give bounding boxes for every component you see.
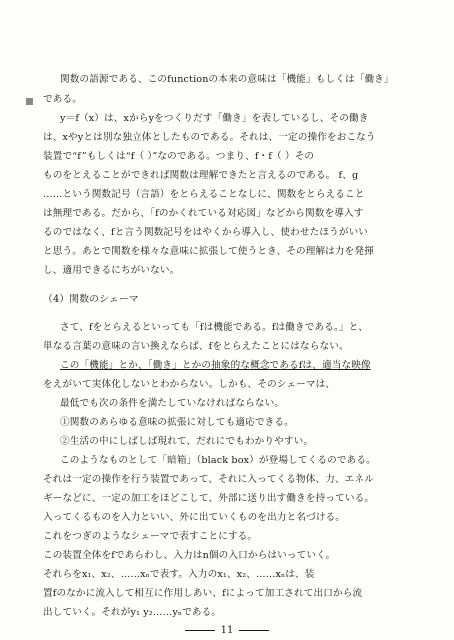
text-line: と思う。あとで関数を様々な意味に拡張して使うとき、その理解は力を発揮	[43, 246, 374, 257]
text-line: y＝f（x）は、xからyをつくりだす「働き」を表しているし、その働き	[60, 113, 369, 124]
text-line: 関数の語源である、このfunctionの本来の意味は「機能」もしくは「働き」	[60, 74, 394, 85]
text-line: ものをとえることができれば関数は理解できたと言えるのである。 f、g	[43, 170, 359, 181]
text-line: さて、fをとらえるといっても「fは機能である。fは働きである。」と、	[60, 322, 369, 333]
text-line: は無理である。だから、「fのかくれている対応図」などから関数を導入す	[43, 208, 364, 219]
section-heading: （4）関数のシェーマ	[43, 294, 139, 305]
text-line: し、適用できるにちがいない。	[43, 265, 180, 276]
dash-right	[239, 630, 269, 631]
text-line-underlined: この「機能」とか、「働き」とかの抽象的な概念であるfは、適当な映像	[60, 360, 371, 371]
text-line: るのではなく、fと言う関数記号をはやくから導入し、使わせたほうがいい	[43, 227, 369, 238]
text-line: である。	[43, 94, 82, 105]
text-line: 装置で“f”もしくは“f（ ）”なのである。つまり、f・f（ ）その	[43, 151, 315, 162]
page-number-text: 11	[220, 625, 234, 636]
text-line: この装置全体をfであらわし、入力はn個の入口からはいっていく。	[43, 550, 336, 561]
text-line: 単なる言葉の意味の言い換えならば、fをとらえたことにはならない。	[43, 341, 349, 352]
text-line: ……という関数記号（言語）をとらえることなしに、関数をとらえること	[43, 189, 365, 200]
text-line: をえがいて実体化しないとわからない。しかも、そのシェーマは、	[43, 379, 336, 390]
text-line: それは一定の操作を行う装置であって、それに入ってくる物体、力、エネル	[43, 474, 374, 485]
text-line: 最低でも次の条件を満たしていなければならない。	[60, 398, 285, 409]
text-line: このようなものとして「暗箱」（black box）が登場してくるのである。	[60, 455, 376, 466]
text-line: 出していく。それがy₁ y₂……yₙである。	[43, 607, 222, 618]
text-line: これをつぎのようなシェーマで表すことにする。	[43, 531, 258, 542]
text-line: 入ってくるものを入力といい、外に出ていくものを出力と名づける。	[43, 512, 346, 523]
condition-item-2: ②生活の中にしばしば現れて、だれにでもわかりやすい。	[60, 436, 314, 447]
text-line: は、xやyとは別な独立体としたものである。それは、一定の操作をおこなう	[43, 132, 376, 143]
text-line: それらをx₁、x₂、……xₙで表す。入力のx₁、x₂、……xₙは、装	[43, 569, 315, 580]
dash-left	[185, 630, 215, 631]
page-number	[0, 624, 454, 638]
text-line: 置fのなかに流入して相互に作用しあい、fによって加工されて出口から流	[43, 588, 363, 599]
text-line: ギーなどに、一定の加工をほどこして、外部に送り出す働きを持っている。	[43, 493, 375, 504]
condition-item-1: ①関数のあらゆる意味の拡張に対しても適応できる。	[60, 417, 294, 428]
